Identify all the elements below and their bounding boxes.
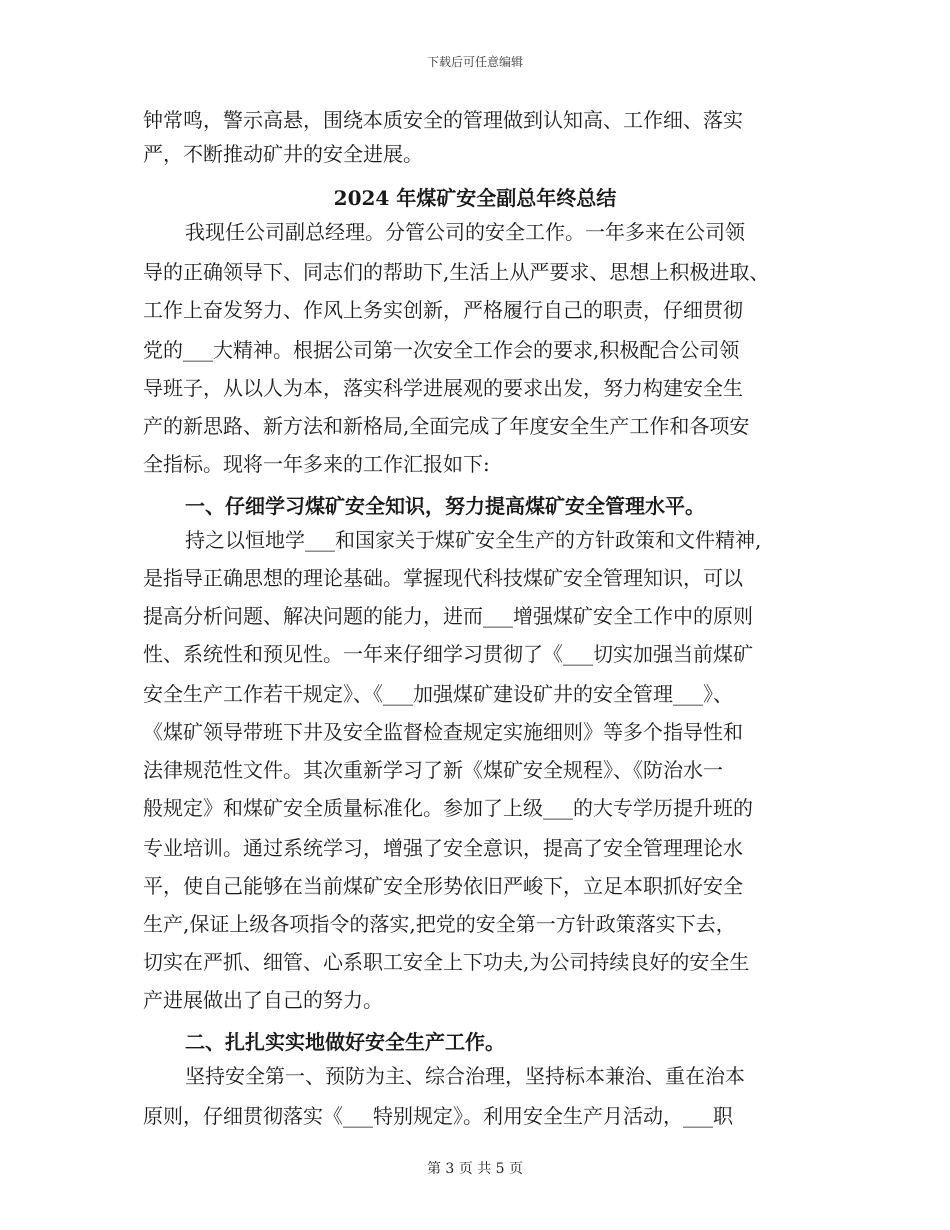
paragraph-line: 法律规范性文件。其次重新学习了新《煤矿安全规程》、《防治水一 <box>143 758 723 782</box>
paragraph-line: 坚持安全第一、预防为主、综合治理，坚持标本兼治、重在治本 <box>185 1064 745 1088</box>
paragraph-line: 专业培训。通过系统学习，增强了安全意识，提高了安全管理理论水 <box>143 836 743 860</box>
section-heading: 一、仔细学习煤矿安全知识，努力提高煤矿安全管理水平。 <box>185 494 705 518</box>
paragraph-line: 全指标。现将一年多来的工作汇报如下: <box>143 452 490 476</box>
paragraph-line: 《煤矿领导带班下井及安全监督检查规定实施细则》等多个指导性和 <box>143 720 743 744</box>
paragraph-line: 严，不断推动矿井的安全进展。 <box>143 142 423 166</box>
paragraph-line: 党的___大精神。根据公司第一次安全工作会的要求,积极配合公司领 <box>143 338 740 362</box>
page-footer: 第 3 页 共 5 页 <box>426 1161 524 1177</box>
paragraph-line: 钟常鸣，警示高悬，围绕本质安全的管理做到认知高、工作细、落实 <box>143 108 743 132</box>
document-title: 2024 年煤矿安全副总年终总结 <box>333 186 617 210</box>
paragraph-line: 导的正确领导下、同志们的帮助下,生活上从严要求、思想上积极进取、 <box>143 260 770 284</box>
paragraph-line: 平，使自己能够在当前煤矿安全形势依旧严峻下，立足本职抓好安全 <box>143 874 743 898</box>
paragraph-line: 性、系统性和预见性。一年来仔细学习贯彻了《___切实加强当前煤矿 <box>143 642 753 666</box>
paragraph-line: 切实在严抓、细管、心系职工安全上下功夫,为公司持续良好的安全生 <box>143 950 750 974</box>
paragraph-line: 是指导正确思想的理论基础。掌握现代科技煤矿安全管理知识，可以 <box>143 566 743 590</box>
paragraph-line: 产进展做出了自己的努力。 <box>143 988 383 1012</box>
paragraph-line: 导班子，从以人为本，落实科学进展观的要求出发，努力构建安全生 <box>143 376 743 400</box>
paragraph-line: 提高分析问题、解决问题的能力，进而___增强煤矿安全工作中的原则 <box>143 604 753 628</box>
section-heading: 二、扎扎实实地做好安全生产工作。 <box>185 1030 505 1054</box>
paragraph-line: 生产,保证上级各项指令的落实,把党的安全第一方针政策落实下去， <box>143 912 736 936</box>
paragraph-line: 持之以恒地学___和国家关于煤矿安全生产的方针政策和文件精神, <box>185 528 762 552</box>
page-header: 下载后可任意编辑 <box>426 55 523 69</box>
paragraph-line: 产的新思路、新方法和新格局,全面完成了年度安全生产工作和各项安 <box>143 414 750 438</box>
paragraph-line: 安全生产工作若干规定》、《___加强煤矿建设矿井的安全管理___》、 <box>143 682 733 706</box>
paragraph-line: 般规定》和煤矿安全质量标准化。参加了上级___的大专学历提升班的 <box>143 796 753 820</box>
paragraph-line: 原则，仔细贯彻落实《___特别规定》。利用安全生产月活动，___职 <box>143 1104 733 1128</box>
paragraph-line: 工作上奋发努力、作风上务实创新，严格履行自己的职责，仔细贯彻 <box>143 298 743 322</box>
paragraph-line: 我现任公司副总经理。分管公司的安全工作。一年多来在公司领 <box>185 220 745 244</box>
